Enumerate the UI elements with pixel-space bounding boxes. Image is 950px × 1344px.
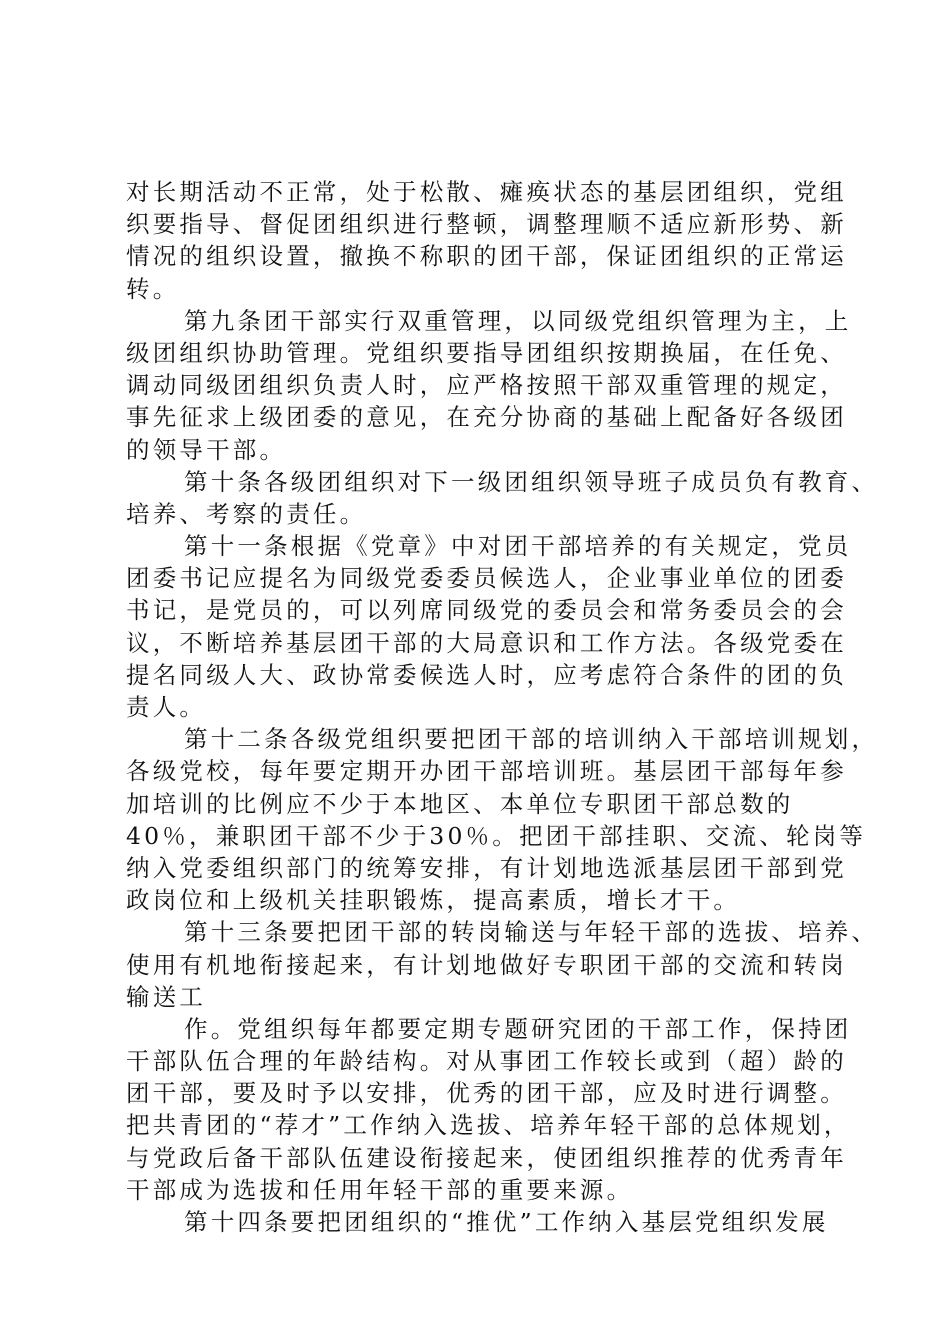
text-line: 使用有机地衔接起来，有计划地做好专职团干部的交流和转岗	[126, 950, 847, 979]
text-line: 事先征求上级团委的意见，在充分协商的基础上配备好各级团	[126, 403, 847, 432]
text-line: 政岗位和上级机关挂职锻炼，提高素质，增长才干。	[126, 886, 741, 915]
text-line: 的领导干部。	[126, 435, 287, 464]
text-line: 培养、考察的责任。	[126, 499, 367, 528]
paragraph-start-line: 第十四条要把团组织的“推优”工作纳入基层党组织发展	[184, 1208, 829, 1236]
text-line: 责人。	[126, 693, 207, 721]
text-line: 对长期活动不正常，处于松散、瘫痪状态的基层团组织，党组	[126, 178, 847, 206]
document-body	[126, 176, 879, 1238]
text-line: 议，不断培养基层团干部的大局意识和工作方法。各级党委在	[126, 628, 847, 657]
text-line: 情况的组织设置，撤换不称职的团干部，保证团组织的正常运	[126, 242, 847, 271]
text-line: 纳入党委组织部门的统筹安排，有计划地选派基层团干部到党	[126, 853, 847, 882]
text-line: 团干部，要及时予以安排，优秀的团干部，应及时进行调整。	[126, 1079, 847, 1108]
text-line: 加培训的比例应不少于本地区、本单位专职团干部总数的	[126, 789, 794, 818]
paragraph-start-line: 第十二条各级党组织要把团干部的培训纳入干部培训规划，	[184, 725, 879, 754]
paragraph-start-line: 第十三条要把团干部的转岗输送与年轻干部的选拔、培养、	[184, 918, 879, 947]
text-line: 级团组织协助管理。党组织要指导团组织按期换届，在任免、	[126, 338, 847, 367]
text-line: 书记，是党员的，可以列席同级党的委员会和常务委员会的会	[126, 596, 847, 625]
text-line: 团委书记应提名为同级党委委员候选人，企业事业单位的团委	[126, 564, 847, 593]
text-line: 把共青团的“荐才”工作纳入选拔、培养年轻干部的总体规划，	[126, 1111, 851, 1140]
text-line: 输送工	[126, 982, 207, 1011]
text-line: 提名同级人大、政协常委候选人时，应考虑符合条件的团的负	[126, 660, 847, 689]
text-line: 调动同级团组织负责人时，应严格按照干部双重管理的规定，	[126, 371, 847, 400]
paragraph-start-line: 第十一条根据《党章》中对团干部培养的有关规定，党员	[184, 532, 852, 561]
paragraph-start-line: 作。党组织每年都要定期专题研究团的干部工作，保持团	[184, 1014, 852, 1043]
text-line: 干部队伍合理的年龄结构。对从事团工作较长或到（超）龄的	[126, 1047, 847, 1076]
text-line: 各级党校，每年要定期开办团干部培训班。基层团干部每年参	[126, 757, 847, 786]
text-line: 织要指导、督促团组织进行整顿，调整理顺不适应新形势、新	[126, 210, 847, 239]
paragraph-start-line: 第九条团干部实行双重管理，以同级党组织管理为主，上	[184, 306, 852, 335]
paragraph-start-line: 第十条各级团组织对下一级团组织领导班子成员负有教育、	[184, 467, 879, 496]
text-line: 转。	[126, 274, 180, 303]
text-line: 40％，兼职团干部不少于30％。把团干部挂职、交流、轮岗等	[126, 821, 867, 850]
text-line: 与党政后备干部队伍建设衔接起来，使团组织推荐的优秀青年	[126, 1143, 847, 1172]
text-line: 干部成为选拔和任用年轻干部的重要来源。	[126, 1175, 634, 1204]
